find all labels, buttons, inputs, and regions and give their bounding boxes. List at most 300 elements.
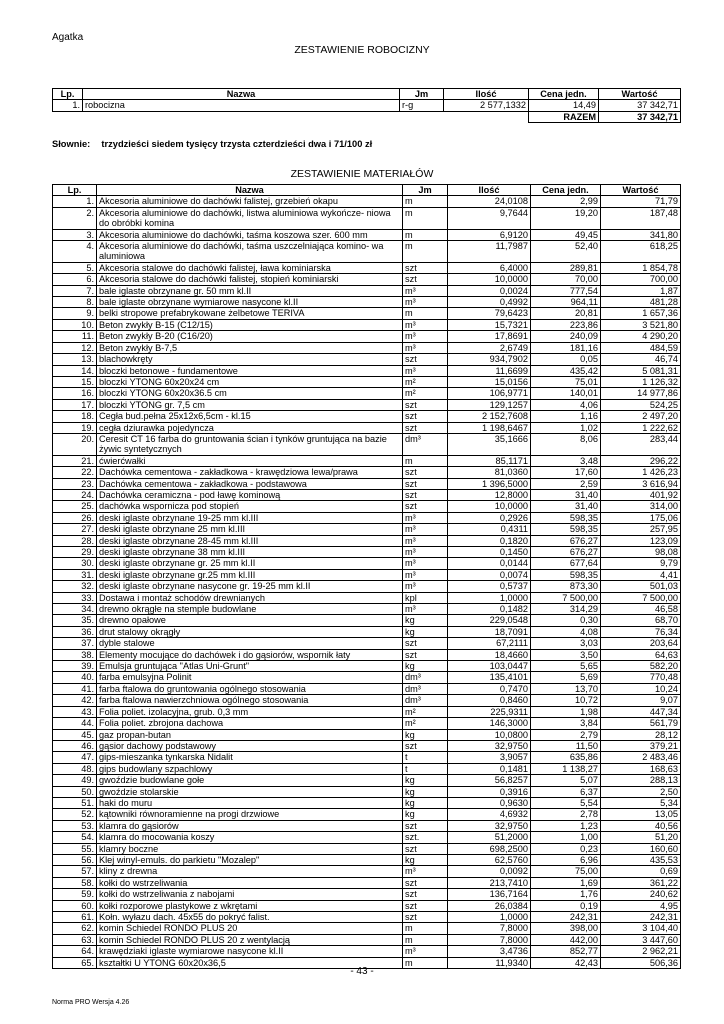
table-row bbox=[53, 376, 681, 387]
nazwa-cell: kliny z drewna bbox=[97, 866, 403, 877]
cena-cell: 442,00 bbox=[531, 934, 601, 945]
lp-cell: 15. bbox=[53, 376, 97, 387]
table-row bbox=[53, 524, 681, 535]
lp-cell: 7. bbox=[53, 285, 97, 296]
ilosc-cell: 136,7164 bbox=[448, 889, 531, 900]
table-row bbox=[53, 786, 681, 797]
cena-cell: 2,99 bbox=[531, 196, 601, 207]
wartosc-cell: 168,63 bbox=[601, 763, 681, 774]
nazwa-cell: Akcesoria stalowe do dachówki falistej, ława kominiarska bbox=[97, 262, 403, 273]
software-footer: Norma PRO Wersja 4.26 bbox=[52, 999, 130, 1006]
lp-cell: 61. bbox=[53, 912, 97, 923]
wartosc-cell: 51,20 bbox=[601, 832, 681, 843]
wartosc-cell: 40,56 bbox=[601, 820, 681, 831]
ilosc-cell: 1 198,6467 bbox=[448, 422, 531, 433]
lp-cell: 5. bbox=[53, 262, 97, 273]
jm-cell: szt. bbox=[403, 832, 448, 843]
lp-cell: 45. bbox=[53, 729, 97, 740]
cena-cell: 5,07 bbox=[531, 775, 601, 786]
lp-cell: 19. bbox=[53, 422, 97, 433]
jm-cell: m bbox=[403, 923, 448, 934]
lp-cell: 43. bbox=[53, 706, 97, 717]
lp-cell: 41. bbox=[53, 683, 97, 694]
materials-header-col-wartosc: Wartość bbox=[601, 185, 681, 196]
wartosc-cell: 435,53 bbox=[601, 854, 681, 865]
lp-cell: 1. bbox=[53, 196, 97, 207]
jm-cell: m² bbox=[403, 718, 448, 729]
cena-cell: 181,16 bbox=[531, 342, 601, 353]
cena-cell: 17,60 bbox=[531, 467, 601, 478]
jm-cell: dm³ bbox=[403, 672, 448, 683]
nazwa-cell: deski iglaste obrzynane 38 mm kl.III bbox=[97, 547, 403, 558]
cena-cell: 19,20 bbox=[531, 207, 601, 229]
jm-cell: r-g bbox=[400, 100, 444, 111]
lp-cell: 53. bbox=[53, 820, 97, 831]
jm-cell: m³ bbox=[403, 604, 448, 615]
ilosc-cell: 1 396,5000 bbox=[448, 478, 531, 489]
jm-cell: kg bbox=[403, 797, 448, 808]
cena-cell: 2,79 bbox=[531, 729, 601, 740]
cena-cell: 2,78 bbox=[531, 809, 601, 820]
lp-cell: 25. bbox=[53, 501, 97, 512]
wartosc-cell: 401,92 bbox=[601, 489, 681, 500]
wartosc-cell: 283,44 bbox=[601, 433, 681, 455]
cena-cell: 70,00 bbox=[531, 274, 601, 285]
cena-cell: 0,05 bbox=[531, 354, 601, 365]
labor-header-col-nazwa: Nazwa bbox=[83, 89, 400, 100]
table-row bbox=[53, 558, 681, 569]
lp-cell: 50. bbox=[53, 786, 97, 797]
page-number: - 43 - bbox=[350, 966, 374, 977]
ilosc-cell: 934,7902 bbox=[448, 354, 531, 365]
table-row bbox=[53, 740, 681, 751]
nazwa-cell: Beton zwykły B-20 (C16/20) bbox=[97, 331, 403, 342]
nazwa-cell: drewno okrągłe na stemple budowlane bbox=[97, 604, 403, 615]
table-row bbox=[53, 241, 681, 263]
wartosc-cell: 187,48 bbox=[601, 207, 681, 229]
cena-cell: 31,40 bbox=[531, 489, 601, 500]
ilosc-cell: 32,9750 bbox=[448, 820, 531, 831]
nazwa-cell: bloczki YTONG 60x20x36.5 cm bbox=[97, 388, 403, 399]
nazwa-cell: deski iglaste obrzynane 25 mm kl.III bbox=[97, 524, 403, 535]
nazwa-cell: kształtki U YTONG 60x20x36,5 bbox=[97, 957, 403, 968]
nazwa-cell: Akcesoria aluminiowe do dachówki falistej, grzebień okapu bbox=[97, 196, 403, 207]
lp-cell: 42. bbox=[53, 695, 97, 706]
ilosc-cell: 12,8000 bbox=[448, 489, 531, 500]
nazwa-cell: Cegła bud.pełna 25x12x6,5cm - kl.15 bbox=[97, 411, 403, 422]
table-row bbox=[53, 854, 681, 865]
wartosc-cell: 9,07 bbox=[601, 695, 681, 706]
cena-cell: 1 138,27 bbox=[531, 763, 601, 774]
cena-cell: 852,77 bbox=[531, 946, 601, 957]
ilosc-cell: 129,1257 bbox=[448, 399, 531, 410]
lp-cell: 23. bbox=[53, 478, 97, 489]
lp-cell: 65. bbox=[53, 957, 97, 968]
wartosc-cell: 257,95 bbox=[601, 524, 681, 535]
ilosc-cell: 106,9771 bbox=[448, 388, 531, 399]
table-row bbox=[53, 832, 681, 843]
wartosc-cell: 481,28 bbox=[601, 297, 681, 308]
lp-cell: 26. bbox=[53, 512, 97, 523]
jm-cell: m³ bbox=[403, 581, 448, 592]
lp-cell: 14. bbox=[53, 365, 97, 376]
wartosc-cell: 2,50 bbox=[601, 786, 681, 797]
wartosc-cell: 314,00 bbox=[601, 501, 681, 512]
materials-header-col-cena: Cena jedn. bbox=[531, 185, 601, 196]
cena-cell: 1,00 bbox=[531, 832, 601, 843]
wartosc-cell: 288,13 bbox=[601, 775, 681, 786]
jm-cell: m² bbox=[403, 388, 448, 399]
wartosc-cell: 3 104,40 bbox=[601, 923, 681, 934]
cena-cell: 598,35 bbox=[531, 524, 601, 535]
jm-cell: dm³ bbox=[403, 683, 448, 694]
nazwa-cell: Dostawa i montaż schodów drewnianych bbox=[97, 592, 403, 603]
table-row bbox=[53, 934, 681, 945]
jm-cell: t bbox=[403, 763, 448, 774]
ilosc-cell: 56,8257 bbox=[448, 775, 531, 786]
jm-cell: m bbox=[403, 957, 448, 968]
lp-cell: 58. bbox=[53, 877, 97, 888]
nazwa-cell: drewno opałowe bbox=[97, 615, 403, 626]
cena-cell: 4,08 bbox=[531, 626, 601, 637]
table-row bbox=[53, 285, 681, 296]
wartosc-cell: 160,60 bbox=[601, 843, 681, 854]
ilosc-cell: 0,8460 bbox=[448, 695, 531, 706]
wartosc-cell: 2 962,21 bbox=[601, 946, 681, 957]
words-label: Słownie: bbox=[52, 139, 91, 149]
jm-cell: kg bbox=[403, 775, 448, 786]
jm-cell: szt bbox=[403, 422, 448, 433]
table-row bbox=[53, 535, 681, 546]
lp-cell: 35. bbox=[53, 615, 97, 626]
lp-cell: 20. bbox=[53, 433, 97, 455]
jm-cell: m³ bbox=[403, 524, 448, 535]
table-row bbox=[53, 877, 681, 888]
ilosc-cell: 0,1450 bbox=[448, 547, 531, 558]
nazwa-cell: Emulsja gruntująca "Atlas Uni-Grunt" bbox=[97, 661, 403, 672]
jm-cell: m³ bbox=[403, 342, 448, 353]
lp-cell: 34. bbox=[53, 604, 97, 615]
wartosc-cell: 582,20 bbox=[601, 661, 681, 672]
cena-cell: 11,50 bbox=[531, 740, 601, 751]
lp-cell: 17. bbox=[53, 399, 97, 410]
jm-cell: m³ bbox=[403, 866, 448, 877]
lp-cell: 21. bbox=[53, 455, 97, 466]
ilosc-cell: 11,9340 bbox=[448, 957, 531, 968]
table-row bbox=[53, 422, 681, 433]
labor-header-col-wartosc: Wartość bbox=[599, 89, 681, 100]
ilosc-cell: 18,4660 bbox=[448, 649, 531, 660]
jm-cell: szt bbox=[403, 467, 448, 478]
lp-cell: 4. bbox=[53, 241, 97, 263]
nazwa-cell: bloczki YTONG 60x20x24 cm bbox=[97, 376, 403, 387]
cena-cell: 3,84 bbox=[531, 718, 601, 729]
cena-cell: 964,11 bbox=[531, 297, 601, 308]
nazwa-cell: Dachówka cementowa - zakładkowa - krawędziowa lewa/prawa bbox=[97, 467, 403, 478]
ilosc-cell: 0,4311 bbox=[448, 524, 531, 535]
nazwa-cell: drut stalowy okrągły bbox=[97, 626, 403, 637]
table-row bbox=[53, 354, 681, 365]
lp-cell: 32. bbox=[53, 581, 97, 592]
lp-cell: 47. bbox=[53, 752, 97, 763]
table-row bbox=[53, 297, 681, 308]
jm-cell: m³ bbox=[403, 558, 448, 569]
cena-cell: 1,16 bbox=[531, 411, 601, 422]
wartosc-cell: 13,05 bbox=[601, 809, 681, 820]
nazwa-cell: deski iglaste obrzynane gr. 25 mm kl.II bbox=[97, 558, 403, 569]
jm-cell: m³ bbox=[403, 297, 448, 308]
jm-cell: szt bbox=[403, 274, 448, 285]
ilosc-cell: 1,0000 bbox=[448, 592, 531, 603]
cena-cell: 5,69 bbox=[531, 672, 601, 683]
jm-cell: szt bbox=[403, 262, 448, 273]
table-row bbox=[53, 399, 681, 410]
ilosc-cell: 0,0092 bbox=[448, 866, 531, 877]
table-row bbox=[53, 809, 681, 820]
table-row bbox=[53, 433, 681, 455]
cena-cell: 598,35 bbox=[531, 512, 601, 523]
table-row bbox=[53, 729, 681, 740]
ilosc-cell: 3,4736 bbox=[448, 946, 531, 957]
nazwa-cell: Akcesoria aluminiowe do dachówki, taśma uszczelniająca komino- wa aluminiowa bbox=[97, 241, 403, 263]
nazwa-cell: Folia poliet. izolacyjna, grub. 0,3 mm bbox=[97, 706, 403, 717]
nazwa-cell: bloczki YTONG gr. 7,5 cm bbox=[97, 399, 403, 410]
table-row bbox=[53, 455, 681, 466]
cena-cell: 75,00 bbox=[531, 866, 601, 877]
cena-cell: 6,96 bbox=[531, 854, 601, 865]
wartosc-cell: 203,64 bbox=[601, 638, 681, 649]
wartosc-cell: 3 616,94 bbox=[601, 478, 681, 489]
materials-header-col-jm: Jm bbox=[403, 185, 448, 196]
jm-cell: t bbox=[403, 752, 448, 763]
ilosc-cell: 15,7321 bbox=[448, 319, 531, 330]
ilosc-cell: 135,4101 bbox=[448, 672, 531, 683]
jm-cell: m bbox=[403, 455, 448, 466]
table-row bbox=[53, 308, 681, 319]
table-row bbox=[53, 100, 681, 111]
nazwa-cell: bale iglaste obrzynane gr. 50 mm kl.II bbox=[97, 285, 403, 296]
nazwa-cell: dachówka wspornicza pod stopień bbox=[97, 501, 403, 512]
wartosc-cell: 379,21 bbox=[601, 740, 681, 751]
lp-cell: 1. bbox=[53, 100, 83, 111]
nazwa-cell: belki stropowe prefabrykowane żelbetowe TERIVA bbox=[97, 308, 403, 319]
lp-cell: 11. bbox=[53, 331, 97, 342]
table-row bbox=[53, 866, 681, 877]
ilosc-cell: 10,0000 bbox=[448, 501, 531, 512]
materials-header-col-lp: Lp. bbox=[53, 185, 97, 196]
cena-cell: 20,81 bbox=[531, 308, 601, 319]
cena-cell: 0,30 bbox=[531, 615, 601, 626]
nazwa-cell: robocizna bbox=[83, 100, 400, 111]
wartosc-cell: 447,34 bbox=[601, 706, 681, 717]
wartosc-cell: 3 447,60 bbox=[601, 934, 681, 945]
cena-cell: 314,29 bbox=[531, 604, 601, 615]
table-row bbox=[53, 649, 681, 660]
ilosc-cell: 0,1820 bbox=[448, 535, 531, 546]
ilosc-cell: 225,9311 bbox=[448, 706, 531, 717]
materials-title: ZESTAWIENIE MATERIAŁÓW bbox=[290, 168, 434, 180]
table-row bbox=[53, 581, 681, 592]
ilosc-cell: 2 152,7608 bbox=[448, 411, 531, 422]
wartosc-cell: 2 497,20 bbox=[601, 411, 681, 422]
jm-cell: szt bbox=[403, 843, 448, 854]
table-row bbox=[53, 331, 681, 342]
nazwa-cell: deski iglaste obrzynane 28-45 mm kl.III bbox=[97, 535, 403, 546]
cena-cell: 42,43 bbox=[531, 957, 601, 968]
nazwa-cell: gwoździe budowlane gołe bbox=[97, 775, 403, 786]
ilosc-cell: 7,8000 bbox=[448, 923, 531, 934]
nazwa-cell: Beton zwykły B-15 (C12/15) bbox=[97, 319, 403, 330]
lp-cell: 38. bbox=[53, 649, 97, 660]
wartosc-cell: 28,12 bbox=[601, 729, 681, 740]
lp-cell: 9. bbox=[53, 308, 97, 319]
cena-cell: 10,72 bbox=[531, 695, 601, 706]
lp-cell: 55. bbox=[53, 843, 97, 854]
table-row bbox=[53, 946, 681, 957]
ilosc-cell: 62,5760 bbox=[448, 854, 531, 865]
jm-cell: szt bbox=[403, 501, 448, 512]
table-row bbox=[53, 718, 681, 729]
total-label: RAZEM bbox=[529, 111, 599, 122]
wartosc-cell: 561,79 bbox=[601, 718, 681, 729]
lp-cell: 36. bbox=[53, 626, 97, 637]
nazwa-cell: kątowniki równoramienne na progi drzwiowe bbox=[97, 809, 403, 820]
wartosc-cell: 341,80 bbox=[601, 229, 681, 240]
table-row bbox=[53, 752, 681, 763]
ilosc-cell: 67,2111 bbox=[448, 638, 531, 649]
wartosc-cell: 64,63 bbox=[601, 649, 681, 660]
wartosc-cell: 1 426,23 bbox=[601, 467, 681, 478]
jm-cell: m³ bbox=[403, 946, 448, 957]
table-row bbox=[53, 615, 681, 626]
ilosc-cell: 26,0384 bbox=[448, 900, 531, 911]
table-row bbox=[53, 672, 681, 683]
jm-cell: szt bbox=[403, 912, 448, 923]
jm-cell: m³ bbox=[403, 535, 448, 546]
cena-cell: 0,23 bbox=[531, 843, 601, 854]
lp-cell: 8. bbox=[53, 297, 97, 308]
wartosc-cell: 506,36 bbox=[601, 957, 681, 968]
words-text: trzydzieści siedem tysięcy trzysta czterdzieści dwa i 71/100 zł bbox=[101, 139, 373, 149]
nazwa-cell: kołki do wstrzeliwania z nabojami bbox=[97, 889, 403, 900]
labor-header-row bbox=[53, 89, 681, 100]
ilosc-cell: 2,6749 bbox=[448, 342, 531, 353]
lp-cell: 46. bbox=[53, 740, 97, 751]
lp-cell: 6. bbox=[53, 274, 97, 285]
lp-cell: 62. bbox=[53, 923, 97, 934]
lp-cell: 52. bbox=[53, 809, 97, 820]
nazwa-cell: deski iglaste obrzynane nasycone gr. 19-25 mm kl.II bbox=[97, 581, 403, 592]
jm-cell: szt bbox=[403, 900, 448, 911]
materials-header-row bbox=[53, 185, 681, 196]
lp-cell: 60. bbox=[53, 900, 97, 911]
nazwa-cell: dyble stalowe bbox=[97, 638, 403, 649]
cena-cell: 2,59 bbox=[531, 478, 601, 489]
wartosc-cell: 4,41 bbox=[601, 569, 681, 580]
wartosc-cell: 3 521,80 bbox=[601, 319, 681, 330]
labor-header-col-lp: Lp. bbox=[53, 89, 83, 100]
table-row bbox=[53, 569, 681, 580]
nazwa-cell: Dachówka ceramiczna - pod ławę kominową bbox=[97, 489, 403, 500]
ilosc-cell: 0,7470 bbox=[448, 683, 531, 694]
jm-cell: m³ bbox=[403, 319, 448, 330]
lp-cell: 30. bbox=[53, 558, 97, 569]
nazwa-cell: cegła dziurawka pojedyncza bbox=[97, 422, 403, 433]
amount-in-words bbox=[52, 139, 372, 149]
ilosc-cell: 15,0156 bbox=[448, 376, 531, 387]
lp-cell: 56. bbox=[53, 854, 97, 865]
ilosc-cell: 9,7644 bbox=[448, 207, 531, 229]
lp-cell: 48. bbox=[53, 763, 97, 774]
table-row bbox=[53, 763, 681, 774]
jm-cell: m bbox=[403, 934, 448, 945]
ilosc-cell: 2 577,1332 bbox=[444, 100, 529, 111]
jm-cell: szt bbox=[403, 399, 448, 410]
cena-cell: 49,45 bbox=[531, 229, 601, 240]
wartosc-cell: 5,34 bbox=[601, 797, 681, 808]
nazwa-cell: Akcesoria aluminiowe do dachówki, listwa aluminiowa wykończe- niowa do obróbki komina bbox=[97, 207, 403, 229]
cena-cell: 1,02 bbox=[531, 422, 601, 433]
ilosc-cell: 10,0000 bbox=[448, 274, 531, 285]
nazwa-cell: Ceresit CT 16 farba do gruntowania ścian i tynków gruntująca na bazie żywic syntetycznych bbox=[97, 433, 403, 455]
lp-cell: 2. bbox=[53, 207, 97, 229]
ilosc-cell: 85,1171 bbox=[448, 455, 531, 466]
lp-cell: 49. bbox=[53, 775, 97, 786]
nazwa-cell: farba ftalowa nawierzchniowa ogólnego stosowania bbox=[97, 695, 403, 706]
ilosc-cell: 0,1481 bbox=[448, 763, 531, 774]
materials-header-col-ilosc: Ilość bbox=[448, 185, 531, 196]
cena-cell: 676,27 bbox=[531, 535, 601, 546]
wartosc-cell: 296,22 bbox=[601, 455, 681, 466]
jm-cell: dm³ bbox=[403, 433, 448, 455]
cena-cell: 598,35 bbox=[531, 569, 601, 580]
lp-cell: 24. bbox=[53, 489, 97, 500]
nazwa-cell: bale iglaste obrzynane wymiarowe nasycone kl.II bbox=[97, 297, 403, 308]
ilosc-cell: 0,0144 bbox=[448, 558, 531, 569]
cena-cell: 289,81 bbox=[531, 262, 601, 273]
cena-cell: 8,06 bbox=[531, 433, 601, 455]
lp-cell: 10. bbox=[53, 319, 97, 330]
jm-cell: szt bbox=[403, 354, 448, 365]
table-row bbox=[53, 196, 681, 207]
wartosc-cell: 618,25 bbox=[601, 241, 681, 263]
ilosc-cell: 10,0800 bbox=[448, 729, 531, 740]
wartosc-cell: 7 500,00 bbox=[601, 592, 681, 603]
wartosc-cell: 9,79 bbox=[601, 558, 681, 569]
nazwa-cell: gips-mieszanka tynkarska Nidalit bbox=[97, 752, 403, 763]
wartosc-cell: 68,70 bbox=[601, 615, 681, 626]
jm-cell: kg bbox=[403, 854, 448, 865]
wartosc-cell: 1,87 bbox=[601, 285, 681, 296]
lp-cell: 54. bbox=[53, 832, 97, 843]
ilosc-cell: 213,7410 bbox=[448, 877, 531, 888]
wartosc-cell: 2 483,46 bbox=[601, 752, 681, 763]
table-row bbox=[53, 889, 681, 900]
nazwa-cell: Dachówka cementowa - zakładkowa - podstawowa bbox=[97, 478, 403, 489]
nazwa-cell: gwoździe stolarskie bbox=[97, 786, 403, 797]
table-row bbox=[53, 501, 681, 512]
nazwa-cell: Elementy mocujące do dachówek i do gąsiorów, wspornik łaty bbox=[97, 649, 403, 660]
nazwa-cell: gaz propan-butan bbox=[97, 729, 403, 740]
nazwa-cell: Akcesoria aluminiowe do dachówki, taśma koszowa szer. 600 mm bbox=[97, 229, 403, 240]
ilosc-cell: 81,0360 bbox=[448, 467, 531, 478]
nazwa-cell: farba ftalowa do gruntowania ogólnego stosowania bbox=[97, 683, 403, 694]
labor-table bbox=[52, 88, 681, 123]
ilosc-cell: 11,7987 bbox=[448, 241, 531, 263]
table-row bbox=[53, 547, 681, 558]
nazwa-cell: krawędziaki iglaste wymiarowe nasycone kl.II bbox=[97, 946, 403, 957]
table-row bbox=[53, 388, 681, 399]
